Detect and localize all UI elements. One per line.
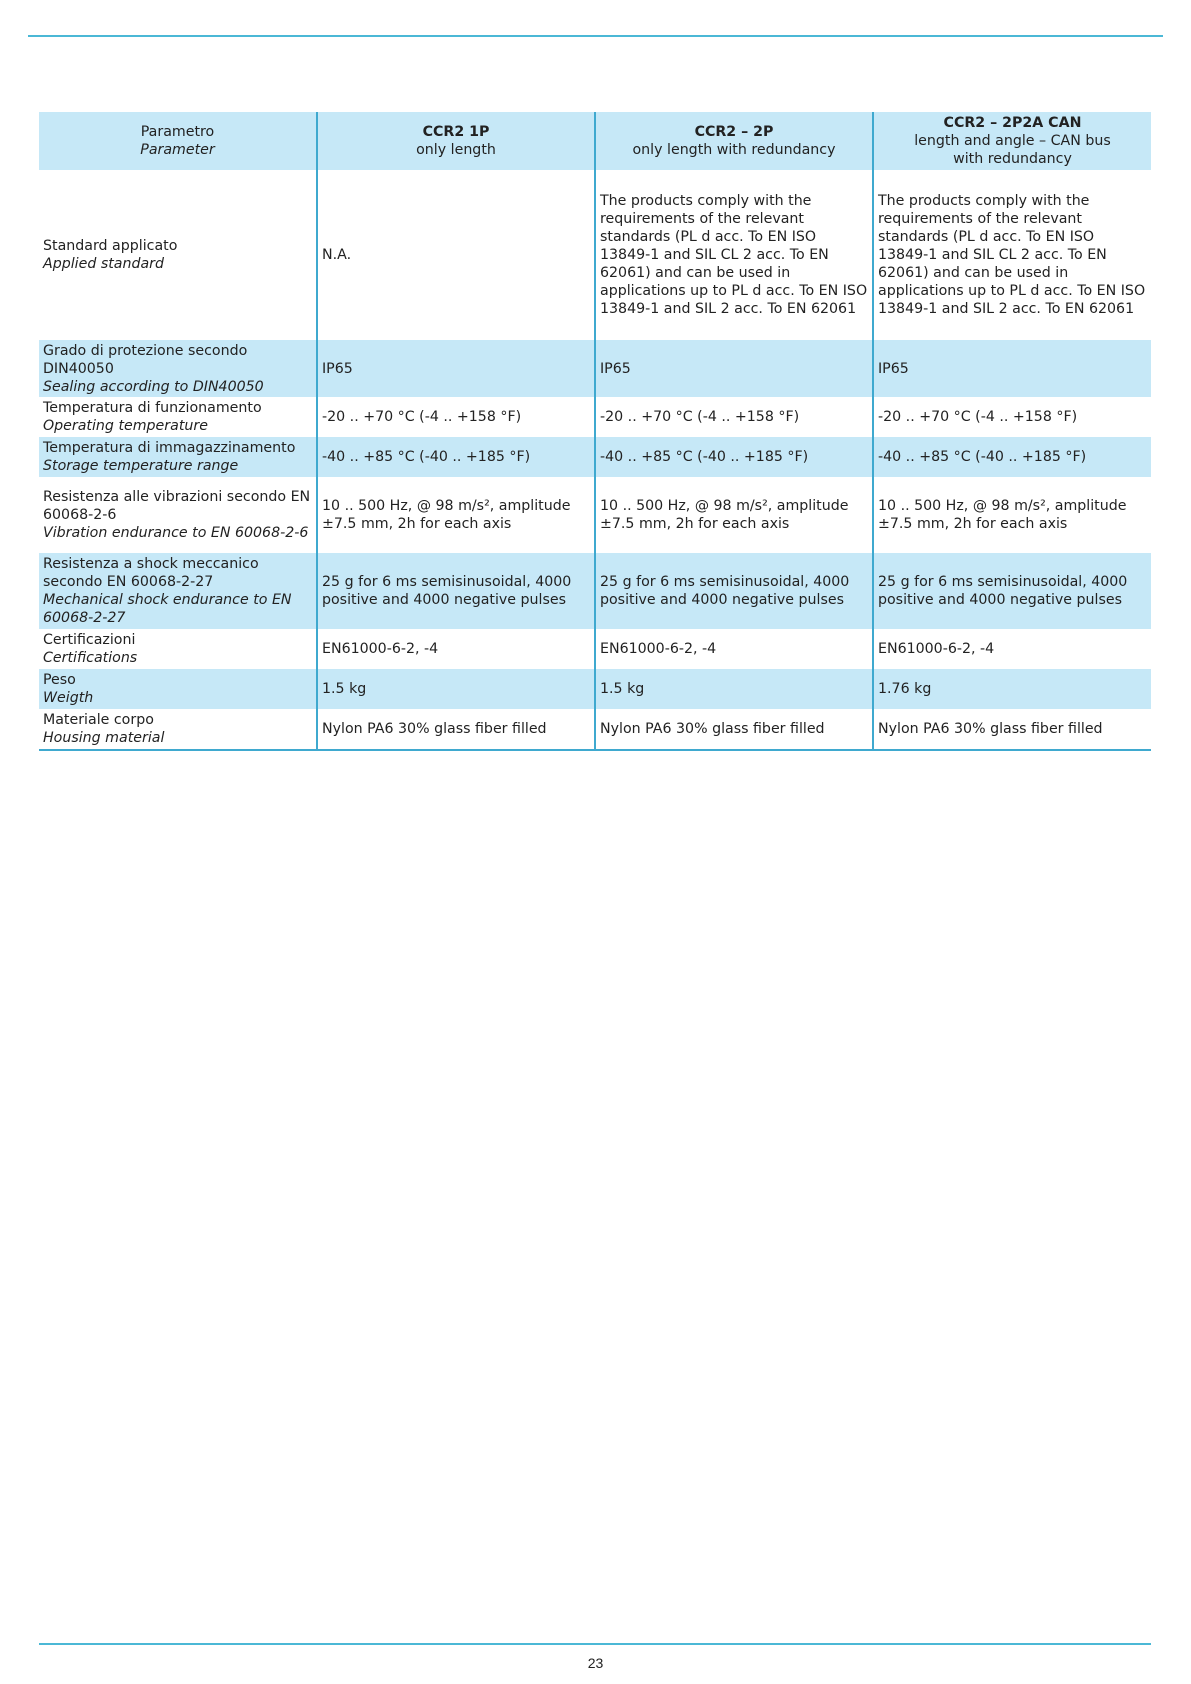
row-label [39,170,317,340]
page-number: 23 [587,1655,604,1671]
label-it: Resistenza alle vibrazioni secondo EN 60068-2-6 [43,489,311,523]
cell-value: -40 .. +85 °C (-40 .. +185 °F) [317,437,595,477]
label-it: Standard applicato [43,238,178,254]
label-en: Applied standard [43,256,165,272]
label-it: Resistenza a shock meccanico secondo EN 60068-2-27 [43,556,259,590]
cell-value: The products comply with the requirements of the relevant standards (PL d acc. To EN ISO 13849-1 and SIL CL 2 acc. To EN 62061) and can be used in applications up to PL d acc. To EN ISO 13849-1 and SIL 2 acc. To EN 62061 [873,170,1151,340]
row-label [39,340,317,397]
cell-value: EN61000-6-2, -4 [873,629,1151,669]
bottom-rule [39,1643,1151,1645]
label-it: Peso [43,672,76,688]
cell-value: The products comply with the requirements of the relevant standards (PL d acc. To EN ISO 13849-1 and SIL CL 2 acc. To EN 62061) and can be used in applications up to PL d acc. To EN ISO 13849-1 and SIL 2 acc. To EN 62061 [595,170,873,340]
cell-value: IP65 [317,340,595,397]
row-label [39,477,317,553]
table-row-storage-temperature [39,437,1151,477]
label-en: Vibration endurance to EN 60068-2-6 [43,525,309,541]
top-rule [28,35,1163,37]
table-row-weight [39,669,1151,709]
cell-value: 10 .. 500 Hz, @ 98 m/s², amplitude ±7.5 mm, 2h for each axis [873,477,1151,553]
table-row-mechanical-shock [39,553,1151,629]
cell-value: Nylon PA6 30% glass fiber filled [317,709,595,750]
cell-value: 1.5 kg [317,669,595,709]
header-desc: only length [416,142,496,158]
row-label [39,629,317,669]
row-label [39,553,317,629]
cell-value: EN61000-6-2, -4 [595,629,873,669]
header-desc: only length with redundancy [632,142,836,158]
cell-value: EN61000-6-2, -4 [317,629,595,669]
cell-value: 1.76 kg [873,669,1151,709]
row-label [39,709,317,750]
header-model: CCR2 1P [422,124,490,140]
label-en: Operating temperature [43,418,208,434]
header-param-en: Parameter [140,142,215,158]
cell-value: N.A. [317,170,595,340]
cell-value: -20 .. +70 °C (-4 .. +158 °F) [317,397,595,437]
cell-value: 25 g for 6 ms semisinusoidal, 4000 positive and 4000 negative pulses [595,553,873,629]
header-parameter [39,112,317,170]
label-it: Grado di protezione secondo DIN40050 [43,342,248,377]
label-en: Mechanical shock endurance to EN 60068-2-27 [43,592,292,626]
row-label [39,669,317,709]
table-header-row [39,112,1151,170]
row-label [39,437,317,477]
header-model: CCR2 – 2P2A CAN [943,115,1082,131]
label-en: Certifications [43,650,138,666]
cell-value: 10 .. 500 Hz, @ 98 m/s², amplitude ±7.5 mm, 2h for each axis [595,477,873,553]
header-model: CCR2 – 2P [694,124,774,140]
row-label [39,397,317,437]
cell-value: -40 .. +85 °C (-40 .. +185 °F) [873,437,1151,477]
cell-value: Nylon PA6 30% glass fiber filled [595,709,873,750]
label-it: Temperatura di immagazzinamento [43,440,296,456]
label-en: Storage temperature range [43,458,239,474]
label-it: Temperatura di funzionamento [43,400,262,416]
table-row-housing-material [39,709,1151,750]
label-it: Materiale corpo [43,712,154,728]
table-row-sealing [39,340,1151,397]
cell-value: -20 .. +70 °C (-4 .. +158 °F) [595,397,873,437]
table-row-operating-temperature [39,397,1151,437]
cell-value: -20 .. +70 °C (-4 .. +158 °F) [873,397,1151,437]
table-row-certifications [39,629,1151,669]
cell-value: 25 g for 6 ms semisinusoidal, 4000 positive and 4000 negative pulses [317,553,595,629]
spec-table [39,112,1151,751]
label-en: Weigth [43,690,94,706]
cell-value: -40 .. +85 °C (-40 .. +185 °F) [595,437,873,477]
header-ccr2-2p2a-can [873,112,1151,170]
label-it: Certificazioni [43,632,136,648]
cell-value: IP65 [873,340,1151,397]
header-ccr2-1p [317,112,595,170]
header-desc: length and angle – CAN bus with redundancy [914,133,1111,167]
cell-value: 25 g for 6 ms semisinusoidal, 4000 positive and 4000 negative pulses [873,553,1151,629]
cell-value: 1.5 kg [595,669,873,709]
table-row-applied-standard [39,170,1151,340]
cell-value: IP65 [595,340,873,397]
cell-value: 10 .. 500 Hz, @ 98 m/s², amplitude ±7.5 mm, 2h for each axis [317,477,595,553]
header-ccr2-2p [595,112,873,170]
label-en: Housing material [43,730,165,746]
table-row-vibration [39,477,1151,553]
label-en: Sealing according to DIN40050 [43,378,264,395]
cell-value: Nylon PA6 30% glass fiber filled [873,709,1151,750]
header-param-it: Parametro [140,124,215,140]
